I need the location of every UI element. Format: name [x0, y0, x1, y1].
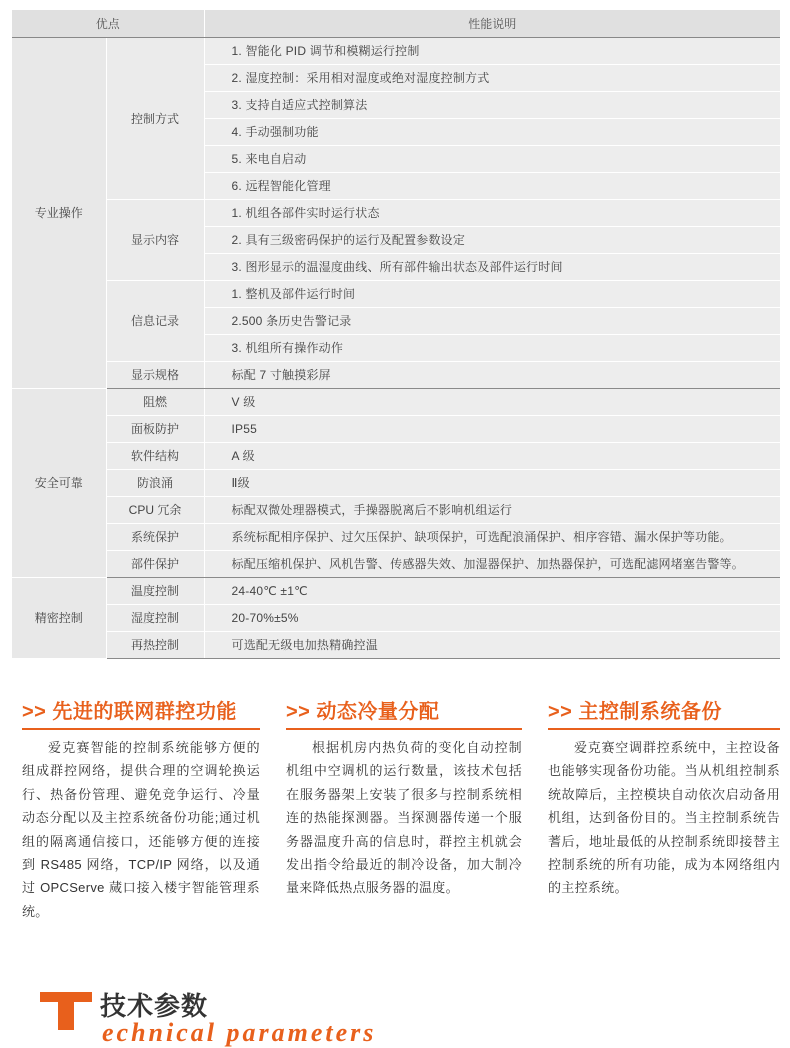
- sub-display: 显示内容: [106, 199, 204, 280]
- table-row: [12, 523, 780, 550]
- feature-body: 爱克赛智能的控制系统能够方便的组成群控网络，提供合理的空调轮换运行、热备份管理、避免竞争运行、冷量动态分配以及主控系统备份功能;通过机组的隔离通信接口，还能够方便的连接到 RS485 网络，TCP/IP 网络，以及通过 OPCServe 蒇口接入楼宇智能管理系统。: [22, 740, 260, 919]
- sub-spec: 显示规格: [106, 361, 204, 388]
- table-row: [12, 199, 780, 226]
- sub-label: 温度控制: [106, 577, 204, 604]
- feature-master-backup: [548, 698, 780, 900]
- sub-label: CPU 冗余: [106, 496, 204, 523]
- table-row: [12, 469, 780, 496]
- header-description: 性能说明: [204, 10, 780, 37]
- value-cell: 3. 图形显示的温湿度曲线、所有部件输出状态及部件运行时间: [204, 253, 780, 280]
- tech-subtitle: echnical parameters: [102, 1018, 377, 1047]
- value-cell: 标配压缩机保护、风机告警、传感器失效、加湿器保护、加热器保护，可选配滤网堵塞告警等。: [204, 550, 780, 577]
- table-row: [12, 37, 780, 64]
- value-cell: 1. 智能化 PID 调节和模糊运行控制: [204, 37, 780, 64]
- table-row: [12, 496, 780, 523]
- value-cell: IP55: [204, 415, 780, 442]
- value-cell: 1. 整机及部件运行时间: [204, 280, 780, 307]
- sub-label: 软件结构: [106, 442, 204, 469]
- sub-label: 部件保护: [106, 550, 204, 577]
- table-row: [12, 361, 780, 388]
- feature-dynamic-cooling: [286, 698, 522, 900]
- feature-network-control: [22, 698, 260, 923]
- value-cell: 4. 手动强制功能: [204, 118, 780, 145]
- value-cell: 24-40℃ ±1℃: [204, 577, 780, 604]
- table-row: [12, 415, 780, 442]
- feature-title: >> 先进的联网群控功能: [22, 701, 237, 723]
- sub-control: 控制方式: [106, 37, 204, 199]
- sub-label: 再热控制: [106, 631, 204, 658]
- feature-body: 爱克赛空调群控系统中，主控设备也能够实现备份功能。当从机组控制系统故障后，主控模块自动依次启动备用机组，达到备份目的。当主控制系统告蓍后，地址最低的从控制系统即接替主控制系统的所有功能，成为本网络组内的主控系统。: [548, 740, 780, 896]
- header-advantage: 优点: [12, 10, 204, 37]
- value-cell: 2. 湿度控制：采用相对湿度或绝对湿度控制方式: [204, 64, 780, 91]
- sub-log: 信息记录: [106, 280, 204, 361]
- spec-table: [12, 10, 780, 659]
- sub-label: 防浪涌: [106, 469, 204, 496]
- value-cell: 2. 具有三级密码保护的运行及配置参数设定: [204, 226, 780, 253]
- value-cell: Ⅱ级: [204, 469, 780, 496]
- value-cell: 标配双微处理器模式，手操器脱离后不影响机组运行: [204, 496, 780, 523]
- title-underline: [22, 728, 260, 730]
- category-precision: 精密控制: [12, 577, 106, 658]
- sub-label: 阻燃: [106, 388, 204, 415]
- value-cell: 20-70%±5%: [204, 604, 780, 631]
- value-cell: 3. 机组所有操作动作: [204, 334, 780, 361]
- tech-title: 技术参数: [100, 991, 209, 1021]
- table-row: [12, 604, 780, 631]
- feature-title: >> 动态冷量分配: [286, 701, 440, 723]
- sub-label: 湿度控制: [106, 604, 204, 631]
- table-row: [12, 577, 780, 604]
- value-cell: 2.500 条历史告警记录: [204, 307, 780, 334]
- table-row: [12, 280, 780, 307]
- value-cell: 5. 来电自启动: [204, 145, 780, 172]
- feature-body: 根据机房内热负荷的变化自动控制机组中空调机的运行数量，该技术包括在服务器架上安装了很多与控制系统相连的热能探测器。当探测器传递一个服务器温度升高的信息时，群控主机就会发出指令给最近的制冷设备，加大制冷量来降低热点服务器的温度。: [286, 740, 522, 896]
- letter-t-icon: [40, 990, 92, 1030]
- feature-title: >> 主控制系统备份: [548, 701, 722, 723]
- table-header-row: [12, 10, 780, 37]
- table-row: [12, 631, 780, 658]
- value-cell: A 级: [204, 442, 780, 469]
- value-cell: 系统标配相序保护、过欠压保护、缺项保护，可选配浪涌保护、相序容错、漏水保护等功能。: [204, 523, 780, 550]
- value-cell: 标配 7 寸触摸彩屏: [204, 361, 780, 388]
- table-row: [12, 442, 780, 469]
- title-underline: [548, 728, 780, 730]
- value-cell: V 级: [204, 388, 780, 415]
- sub-label: 系统保护: [106, 523, 204, 550]
- tech-params-heading: [40, 990, 377, 1047]
- value-cell: 3. 支持自适应式控制算法: [204, 91, 780, 118]
- category-safety: 安全可靠: [12, 388, 106, 577]
- table-row: [12, 388, 780, 415]
- title-underline: [286, 728, 522, 730]
- value-cell: 可选配无级电加热精确控温: [204, 631, 780, 658]
- value-cell: 1. 机组各部件实时运行状态: [204, 199, 780, 226]
- value-cell: 6. 远程智能化管理: [204, 172, 780, 199]
- category-pro: 专业操作: [12, 37, 106, 388]
- sub-label: 面板防护: [106, 415, 204, 442]
- table-row: [12, 550, 780, 577]
